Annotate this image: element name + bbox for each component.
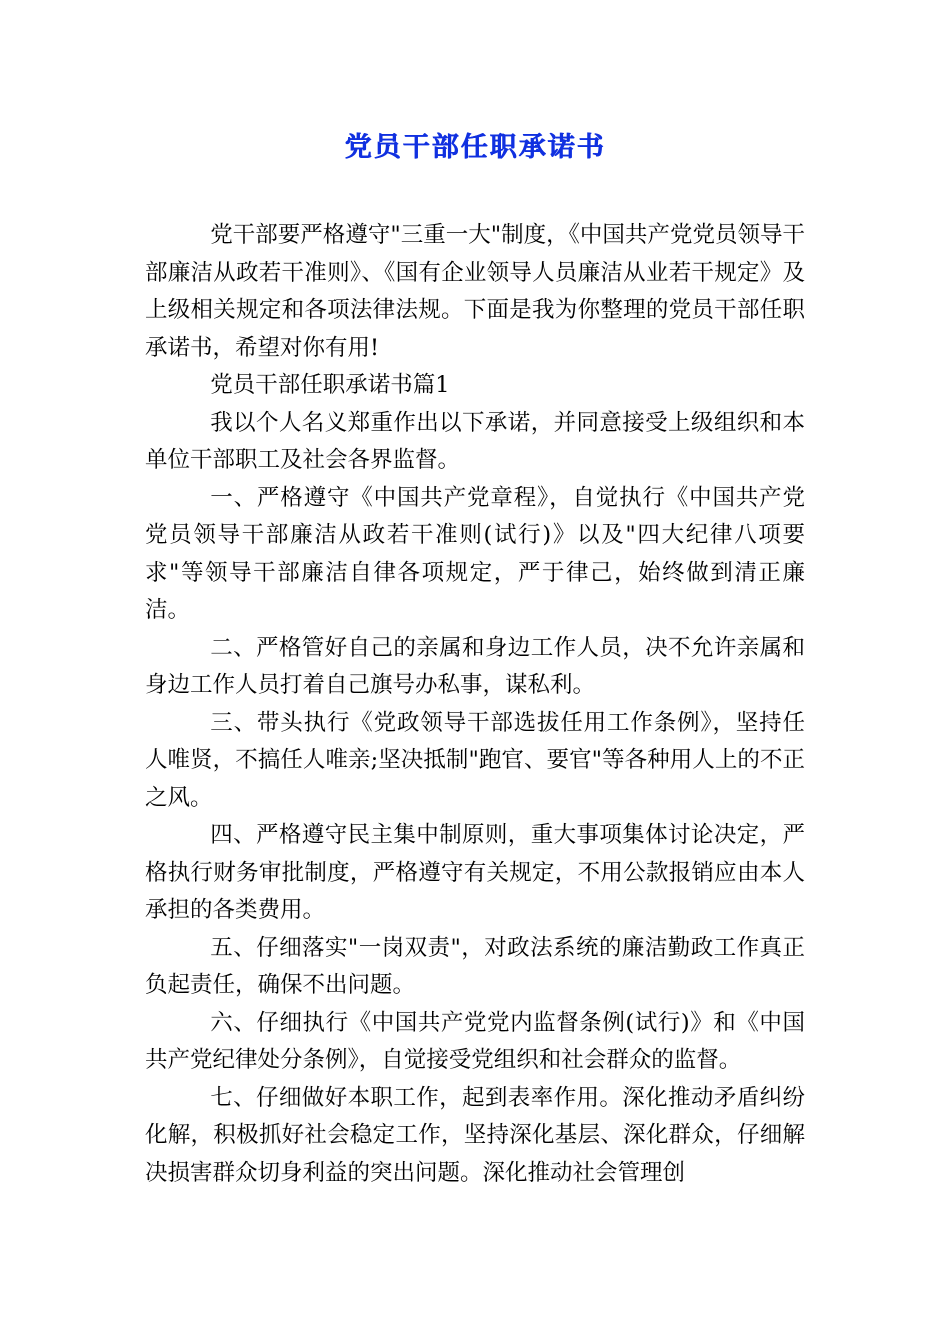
pledge-item-5: 五、仔细落实"一岗双责"，对政法系统的廉洁勤政工作真正负起责任，确保不出问题。 xyxy=(145,934,805,998)
pledge-item-2: 二、严格管好自己的亲属和身边工作人员，决不允许亲属和身边工作人员打着自己旗号办私事，谋私利。 xyxy=(145,634,805,698)
document-title: 党员干部任职承诺书 xyxy=(344,132,606,163)
pledge-item-3: 三、带头执行《党政领导干部选拔任用工作条例》，坚持任人唯贤，不搞任人唯亲;坚决抵制"跑官、要官"等各种用人上的不正之风。 xyxy=(145,709,805,811)
pledge-item-6: 六、仔细执行《中国共产党党内监督条例(试行)》和《中国共产党纪律处分条例》，自觉接受党组织和社会群众的监督。 xyxy=(145,1009,805,1073)
document-body xyxy=(145,217,805,1192)
pledge-item-7: 七、仔细做好本职工作，起到表率作用。深化推动矛盾纠纷化解，积极抓好社会稳定工作，坚持深化基层、深化群众，仔细解决损害群众切身利益的突出问题。深化推动社会管理创 xyxy=(145,1084,805,1186)
section-heading: 党员干部任职承诺书篇1 xyxy=(210,372,450,398)
pledge-item-4: 四、严格遵守民主集中制原则，重大事项集体讨论决定，严格执行财务审批制度，严格遵守有关规定，不用公款报销应由本人承担的各类费用。 xyxy=(145,822,805,923)
pledge-paragraph: 我以个人名义郑重作出以下承诺，并同意接受上级组织和本单位干部职工及社会各界监督。 xyxy=(145,409,805,473)
intro-paragraph: 党干部要严格遵守"三重一大"制度，《中国共产党党员领导干部廉洁从政若干准则》、《国有企业领导人员廉洁从业若干规定》及上级相关规定和各项法律法规。下面是我为你整理的党员干部任职承诺书，希望对你有用! xyxy=(145,222,805,361)
pledge-item-1: 一、严格遵守《中国共产党章程》，自觉执行《中国共产党党员领导干部廉洁从政若干准则(试行)》以及"四大纪律八项要求"等领导干部廉洁自律各项规定，严于律己，始终做到清正廉洁。 xyxy=(145,484,805,623)
